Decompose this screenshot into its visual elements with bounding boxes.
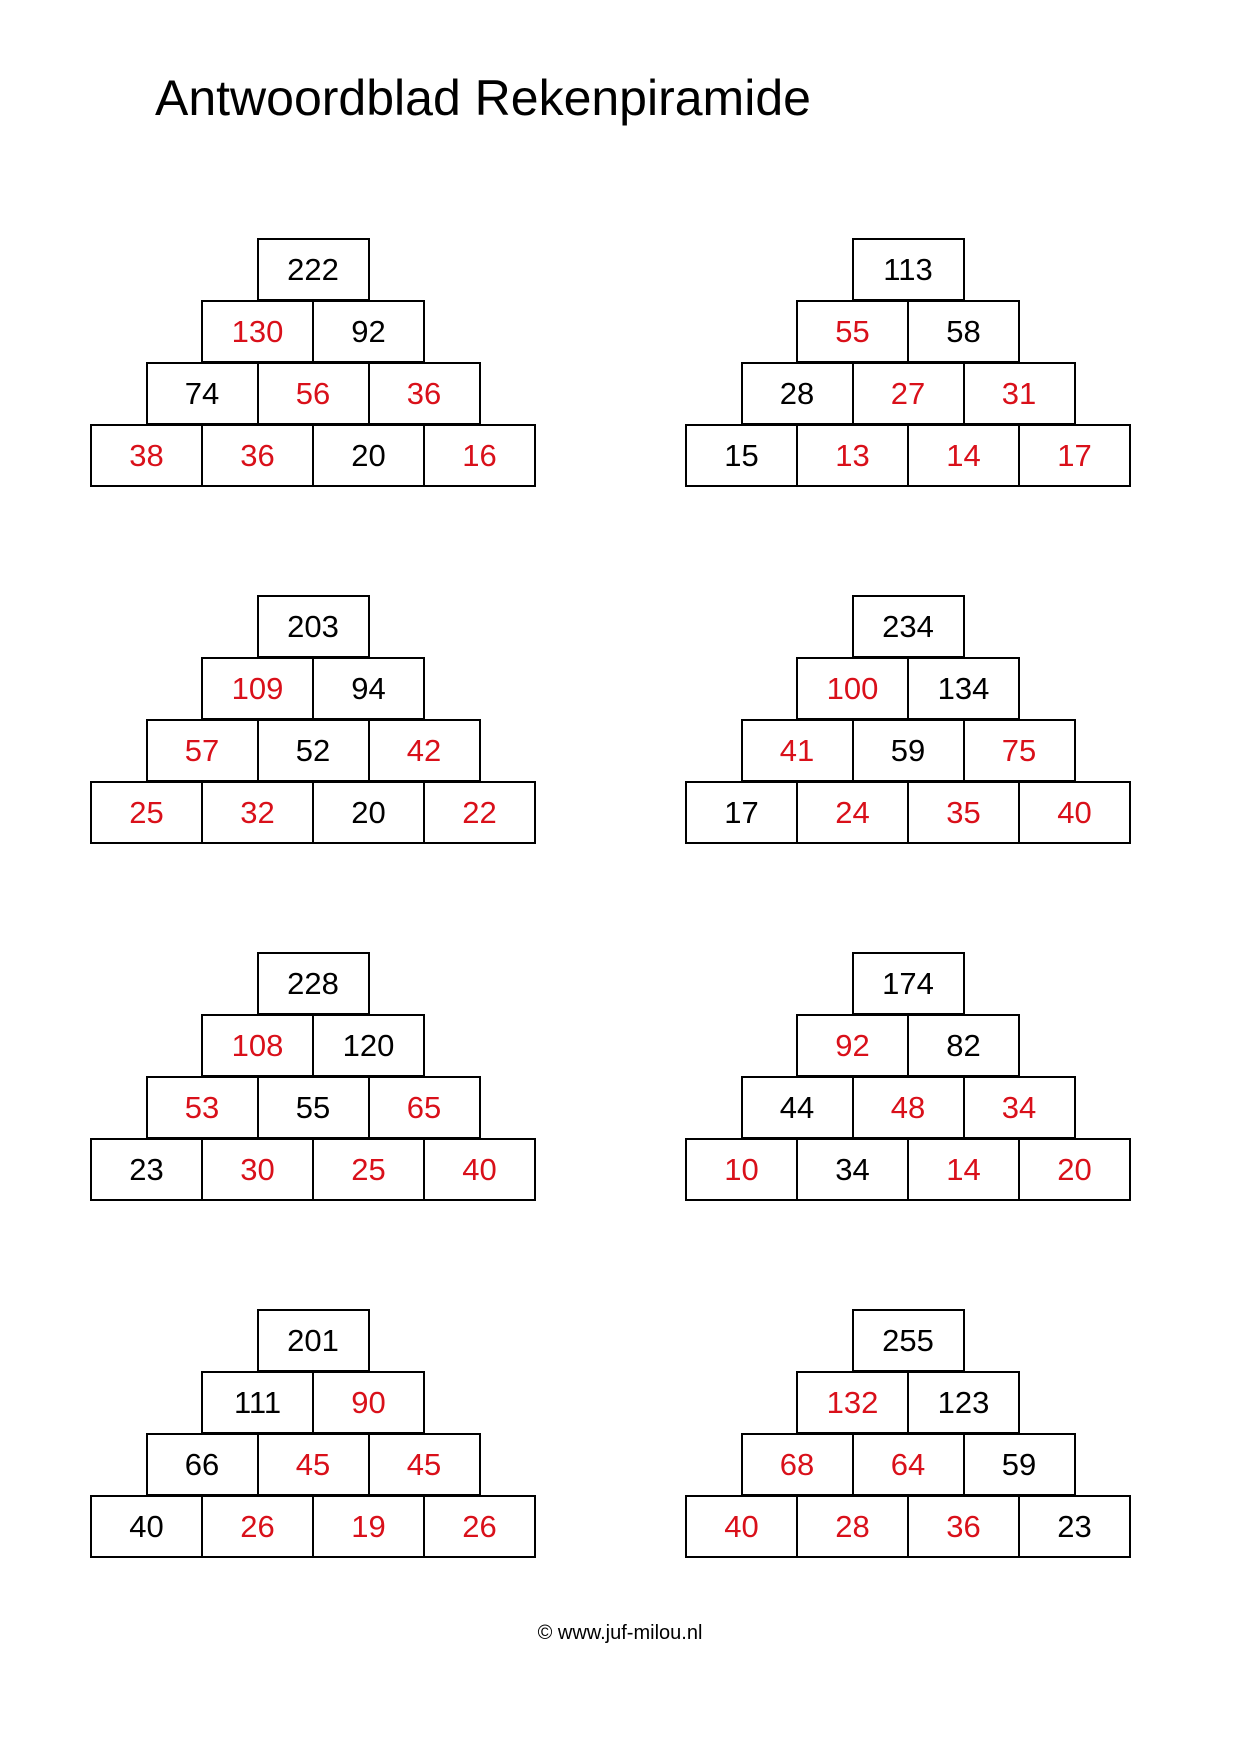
- given-cell: 15: [685, 424, 798, 487]
- answer-cell: 130: [201, 300, 314, 363]
- given-cell: 123: [907, 1371, 1020, 1434]
- answer-cell: 55: [796, 300, 909, 363]
- answer-cell: 32: [201, 781, 314, 844]
- given-cell: 82: [907, 1014, 1020, 1077]
- answer-cell: 57: [146, 719, 259, 782]
- pyramid-6: [685, 952, 1137, 1200]
- pyramid-8: [685, 1309, 1137, 1557]
- given-cell: 58: [907, 300, 1020, 363]
- answer-cell: 109: [201, 657, 314, 720]
- answer-cell: 40: [423, 1138, 536, 1201]
- given-cell: 34: [796, 1138, 909, 1201]
- given-cell: 201: [257, 1309, 370, 1372]
- page-title: Antwoordblad Rekenpiramide: [155, 70, 811, 126]
- answer-cell: 24: [796, 781, 909, 844]
- given-cell: 74: [146, 362, 259, 425]
- answer-cell: 17: [1018, 424, 1131, 487]
- pyramid-4: [685, 595, 1137, 843]
- given-cell: 20: [312, 781, 425, 844]
- answer-cell: 48: [852, 1076, 965, 1139]
- pyramid-2: [685, 238, 1137, 486]
- given-cell: 113: [852, 238, 965, 301]
- given-cell: 222: [257, 238, 370, 301]
- answer-cell: 132: [796, 1371, 909, 1434]
- answer-cell: 19: [312, 1495, 425, 1558]
- given-cell: 228: [257, 952, 370, 1015]
- answer-cell: 25: [312, 1138, 425, 1201]
- given-cell: 59: [963, 1433, 1076, 1496]
- answer-cell: 45: [368, 1433, 481, 1496]
- answer-cell: 68: [741, 1433, 854, 1496]
- answer-cell: 25: [90, 781, 203, 844]
- answer-cell: 108: [201, 1014, 314, 1077]
- pyramid-1: [90, 238, 542, 486]
- answer-cell: 65: [368, 1076, 481, 1139]
- answer-cell: 14: [907, 1138, 1020, 1201]
- given-cell: 23: [1018, 1495, 1131, 1558]
- answer-cell: 20: [1018, 1138, 1131, 1201]
- given-cell: 66: [146, 1433, 259, 1496]
- given-cell: 28: [741, 362, 854, 425]
- answer-cell: 100: [796, 657, 909, 720]
- answer-cell: 36: [201, 424, 314, 487]
- answer-cell: 38: [90, 424, 203, 487]
- given-cell: 17: [685, 781, 798, 844]
- answer-cell: 53: [146, 1076, 259, 1139]
- given-cell: 94: [312, 657, 425, 720]
- answer-cell: 90: [312, 1371, 425, 1434]
- answer-cell: 41: [741, 719, 854, 782]
- answer-cell: 36: [368, 362, 481, 425]
- answer-cell: 30: [201, 1138, 314, 1201]
- answer-cell: 34: [963, 1076, 1076, 1139]
- answer-cell: 45: [257, 1433, 370, 1496]
- given-cell: 23: [90, 1138, 203, 1201]
- given-cell: 234: [852, 595, 965, 658]
- given-cell: 55: [257, 1076, 370, 1139]
- answer-cell: 26: [201, 1495, 314, 1558]
- given-cell: 120: [312, 1014, 425, 1077]
- given-cell: 40: [90, 1495, 203, 1558]
- answer-cell: 75: [963, 719, 1076, 782]
- given-cell: 52: [257, 719, 370, 782]
- given-cell: 20: [312, 424, 425, 487]
- answer-cell: 31: [963, 362, 1076, 425]
- answer-cell: 56: [257, 362, 370, 425]
- answer-cell: 40: [685, 1495, 798, 1558]
- given-cell: 255: [852, 1309, 965, 1372]
- answer-cell: 92: [796, 1014, 909, 1077]
- answer-cell: 14: [907, 424, 1020, 487]
- given-cell: 59: [852, 719, 965, 782]
- answer-cell: 27: [852, 362, 965, 425]
- answer-cell: 40: [1018, 781, 1131, 844]
- given-cell: 203: [257, 595, 370, 658]
- given-cell: 44: [741, 1076, 854, 1139]
- answer-cell: 42: [368, 719, 481, 782]
- given-cell: 111: [201, 1371, 314, 1434]
- answer-cell: 22: [423, 781, 536, 844]
- answer-cell: 28: [796, 1495, 909, 1558]
- given-cell: 134: [907, 657, 1020, 720]
- answer-cell: 16: [423, 424, 536, 487]
- pyramid-7: [90, 1309, 542, 1557]
- answer-cell: 26: [423, 1495, 536, 1558]
- answer-cell: 13: [796, 424, 909, 487]
- given-cell: 174: [852, 952, 965, 1015]
- answer-cell: 64: [852, 1433, 965, 1496]
- answer-cell: 36: [907, 1495, 1020, 1558]
- answer-cell: 35: [907, 781, 1020, 844]
- given-cell: 92: [312, 300, 425, 363]
- answer-cell: 10: [685, 1138, 798, 1201]
- pyramid-3: [90, 595, 542, 843]
- pyramid-5: [90, 952, 542, 1200]
- copyright-footer: © www.juf-milou.nl: [537, 1622, 703, 1644]
